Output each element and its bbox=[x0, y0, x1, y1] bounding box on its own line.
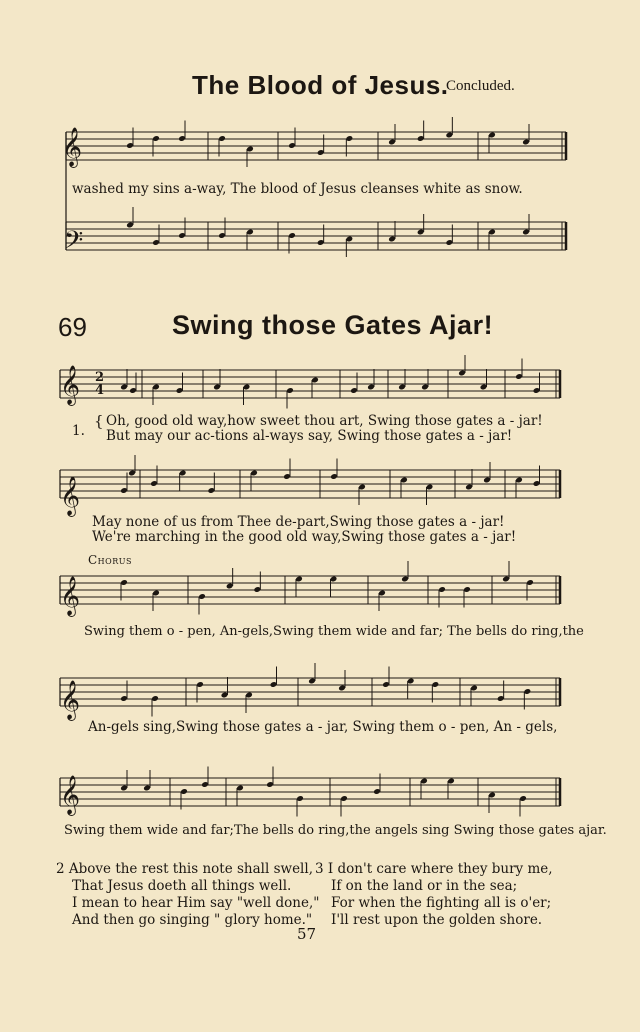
svg-text:2: 2 bbox=[95, 370, 105, 385]
stanza-line: 2 Above the rest this note shall swell, bbox=[56, 861, 313, 877]
stanza-line: And then go singing " glory home." bbox=[72, 912, 313, 928]
lyric-line: An-gels sing,Swing those gates a - jar, Swing them o - pen, An - gels, bbox=[88, 719, 558, 735]
stanza-2 bbox=[56, 861, 319, 929]
stanza-line: I'll rest upon the golden shore. bbox=[331, 912, 543, 928]
svg-text:𝄞: 𝄞 bbox=[62, 127, 83, 167]
svg-text:𝄞: 𝄞 bbox=[60, 680, 81, 720]
hymn-subtitle: Concluded. bbox=[446, 78, 515, 94]
lyric-line: Swing them wide and far;The bells do ring,the angels sing Swing those gates ajar. bbox=[64, 823, 607, 838]
svg-text:𝄞: 𝄞 bbox=[60, 775, 81, 815]
lyric-line: washed my sins a-way, The blood of Jesus cleanses white as snow. bbox=[72, 181, 523, 197]
time-signature bbox=[95, 370, 104, 398]
svg-text:𝄢: 𝄢 bbox=[64, 226, 84, 261]
hymn-title: The Blood of Jesus. bbox=[192, 70, 449, 100]
stanza-3 bbox=[315, 861, 553, 929]
lyric-line: But may our ac-tions al-ways say, Swing those gates a - jar! bbox=[106, 428, 513, 444]
lyric-line: We're marching in the good old way,Swing those gates a - jar! bbox=[92, 529, 517, 545]
verse-marker: 1. bbox=[72, 423, 85, 439]
lyric-line: May none of us from Thee de-part,Swing those gates a - jar! bbox=[92, 514, 505, 530]
svg-text:𝄞: 𝄞 bbox=[60, 576, 81, 616]
svg-text:𝄞: 𝄞 bbox=[60, 476, 81, 516]
hymn-number: 69 bbox=[58, 312, 87, 342]
svg-text:4: 4 bbox=[95, 383, 105, 398]
brace-open: { bbox=[94, 412, 104, 430]
hymn-title: Swing those Gates Ajar! bbox=[172, 310, 494, 340]
stanza-line: If on the land or in the sea; bbox=[331, 878, 518, 894]
stanza-line: That Jesus doeth all things well. bbox=[72, 878, 292, 894]
page-number: 57 bbox=[297, 925, 317, 943]
stanza-line: For when the fighting all is o'er; bbox=[331, 895, 552, 911]
bass-clef-icon bbox=[64, 226, 83, 261]
svg-text:𝄞: 𝄞 bbox=[60, 365, 81, 405]
lyric-line: Oh, good old way,how sweet thou art, Swing those gates a - jar! bbox=[106, 413, 543, 429]
lyric-line: Swing them o - pen, An-gels,Swing them wide and far; The bells do ring,the bbox=[84, 624, 584, 639]
treble-clef-icon bbox=[62, 127, 82, 168]
stanza-number: 3 bbox=[315, 861, 324, 877]
stanza-number: 2 bbox=[56, 861, 65, 877]
stanza-line: 3 I don't care where they bury me, bbox=[315, 861, 553, 877]
stanza-line: I mean to hear Him say "well done," bbox=[72, 895, 320, 911]
chorus-label: Chorus bbox=[88, 553, 132, 567]
